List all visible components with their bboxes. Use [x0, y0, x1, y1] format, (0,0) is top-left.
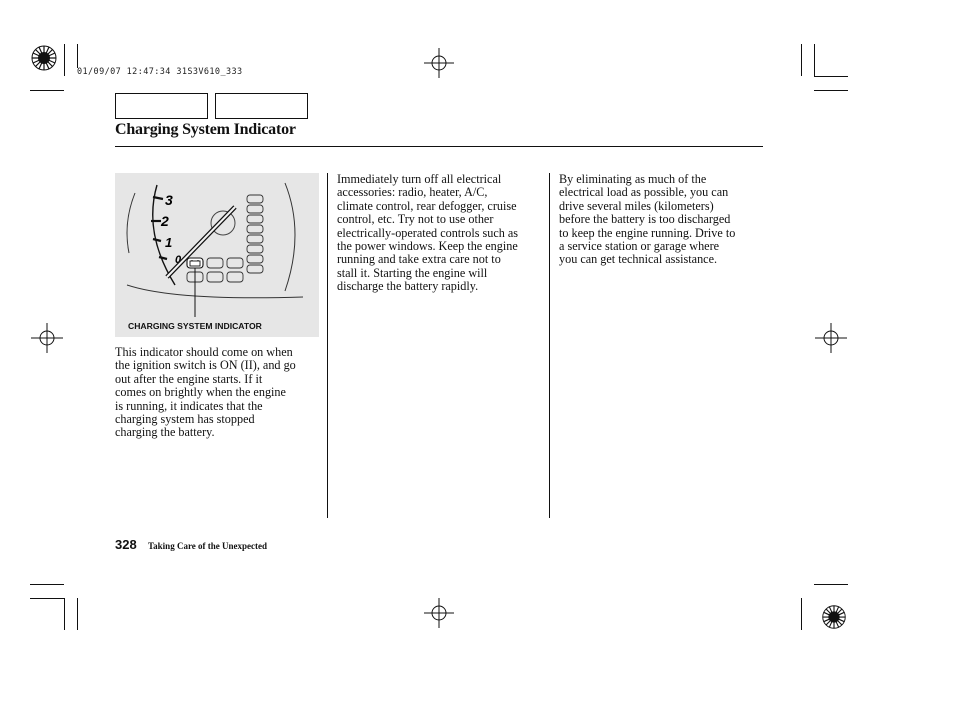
figure-caption: CHARGING SYSTEM INDICATOR [128, 321, 262, 331]
crosshair-icon [424, 48, 454, 78]
crop-mark [801, 44, 802, 76]
gauge-number: 0 [175, 254, 182, 266]
starburst-icon [819, 602, 849, 632]
column-divider [549, 173, 550, 518]
gauge-number: 1 [165, 235, 173, 250]
starburst-icon [28, 42, 60, 74]
right-column-text: By eliminating as much of the electrical load as possible, you can drive several miles (kilometers) before the battery is too discharged to keep the engine running. Drive to a service station or garage where you can get technical assistance. [559, 172, 736, 267]
title-rule [115, 146, 763, 147]
print-stamp: 01/09/07 12:47:34 31S3V610_333 [77, 67, 243, 77]
crop-mark [814, 90, 848, 91]
gauge-number: 3 [165, 192, 173, 208]
crop-mark [30, 598, 64, 599]
column-divider [327, 173, 328, 518]
charging-indicator-figure [115, 173, 319, 337]
crop-mark [77, 44, 78, 68]
gauge-number: 2 [161, 213, 169, 229]
crosshair-icon [31, 323, 63, 353]
section-name: Taking Care of the Unexpected [148, 541, 267, 551]
header-tab-box [115, 93, 208, 119]
crop-mark [814, 584, 848, 585]
crop-mark [64, 598, 65, 630]
header-tab-box [215, 93, 308, 119]
crop-mark [814, 76, 848, 77]
battery-warning-icon [187, 258, 203, 268]
crop-mark [77, 598, 78, 630]
middle-column-text: Immediately turn off all electrical accessories: radio, heater, A/C, climate control, rear defogger, cruise control, etc. Try not to use other electrically-operated controls such as the power windows. Keep the engine running and take extra care not to stall it. Starting the engine will discharge the battery rapidly. [337, 172, 519, 294]
gauge-illustration [115, 173, 319, 337]
page-number: 328 [115, 537, 137, 552]
left-column-text: This indicator should come on when the ignition switch is ON (II), and go out after the engine starts. If it comes on brightly when the engine is running, it indicates that the charging system has stopped charging the battery. [115, 345, 296, 440]
crop-mark [814, 44, 815, 76]
crop-mark [801, 598, 802, 630]
crop-mark [30, 90, 64, 91]
crop-mark [30, 584, 64, 585]
page-title: Charging System Indicator [115, 121, 296, 138]
crosshair-icon [424, 598, 454, 628]
crosshair-icon [815, 323, 847, 353]
crop-mark [64, 44, 65, 76]
